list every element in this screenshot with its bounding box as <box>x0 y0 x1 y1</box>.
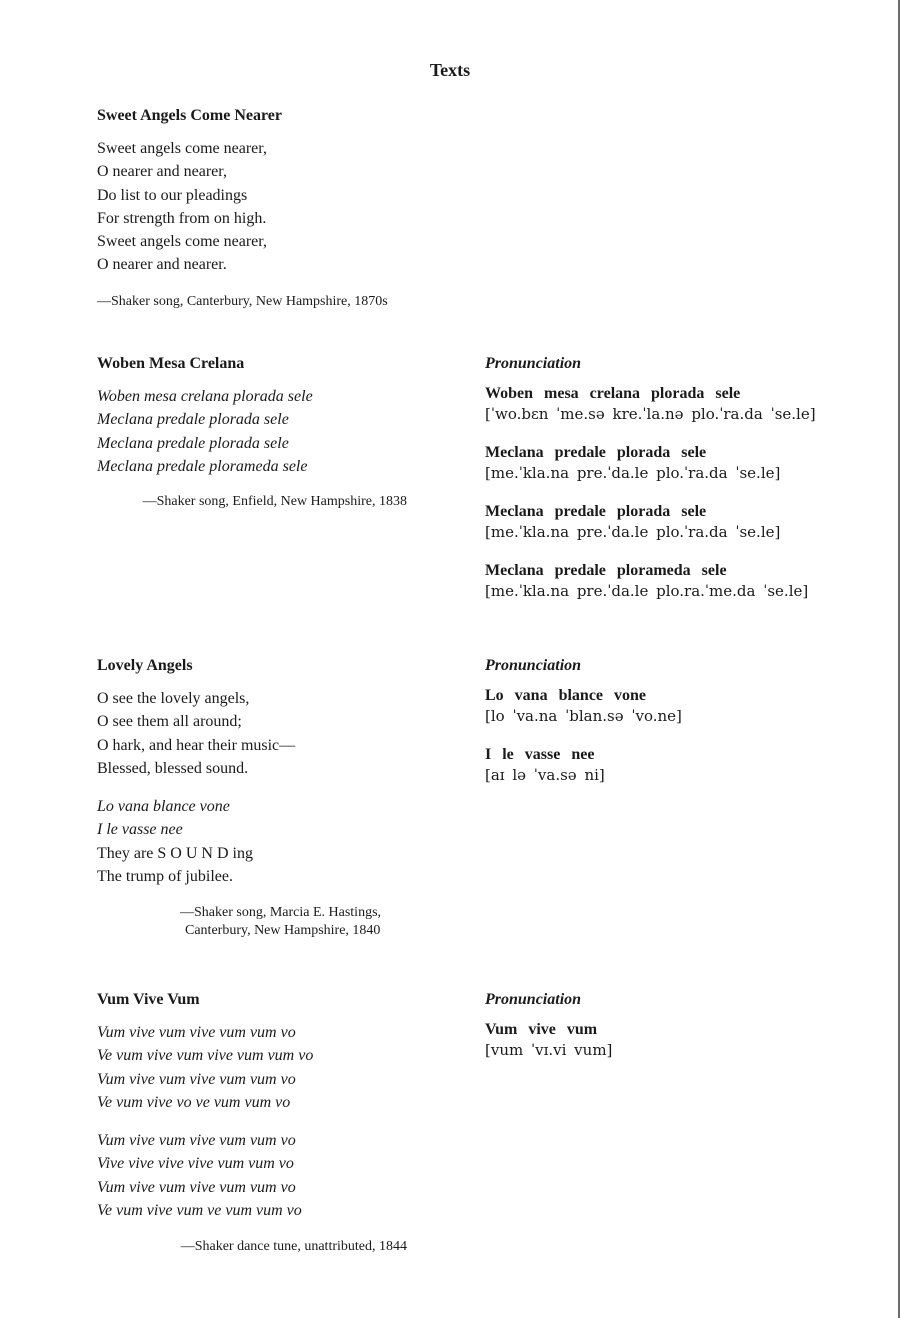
lyric-line: Meclana predale plorada sele <box>97 411 289 429</box>
stanza <box>97 137 477 277</box>
lyric-line: Blessed, blessed sound. <box>97 759 249 777</box>
pronunciation-words: Meclana predale plorada sele <box>485 503 707 520</box>
pronunciation-entry <box>485 383 825 425</box>
pronunciation-words: Meclana predale plorada sele <box>485 444 707 461</box>
pronunciation-ipa: [aɪ lə ˈva.sə ni] <box>485 766 605 784</box>
attribution <box>97 904 407 940</box>
lyric-line: O nearer and nearer. <box>97 256 227 274</box>
pronunciation-ipa: [vum ˈvɪ.vi vum] <box>485 1041 613 1059</box>
pronunciation-ipa: [me.ˈkla.na pre.ˈda.le plo.ˈra.da ˈse.le] <box>485 523 781 541</box>
stanza <box>97 1021 407 1114</box>
pronunciation-vum-vive-vum <box>485 990 825 1061</box>
stanza <box>97 385 407 478</box>
attribution-line: Canterbury, New Hampshire, 1840 <box>185 923 381 939</box>
lyric-line: Vum vive vum vive vum vum vo <box>97 1070 296 1088</box>
attribution: —Shaker dance tune, unattributed, 1844 <box>180 1239 407 1255</box>
song-woben-mesa <box>97 354 407 511</box>
lyric-line: Ve vum vive vo ve vum vum vo <box>97 1093 291 1111</box>
lyric-line: O hark, and hear their music— <box>97 736 296 754</box>
lyric-line: O nearer and nearer, <box>97 163 227 181</box>
attribution: —Shaker song, Enfield, New Hampshire, 1838 <box>142 494 407 510</box>
pronunciation-ipa: [me.ˈkla.na pre.ˈda.le plo.ra.ˈme.da ˈse.le] <box>485 582 809 600</box>
lyric-line: I le vasse nee <box>97 821 183 839</box>
lyric-line: Meclana predale plorada sele <box>97 434 289 452</box>
pronunciation-entry <box>485 685 825 727</box>
song-vum-vive-vum <box>97 990 407 1256</box>
lyric-line: Sweet angels come nearer, <box>97 140 267 157</box>
lyric-line: Ve vum vive vum vive vum vum vo <box>97 1047 314 1065</box>
song-title: Sweet Angels Come Nearer <box>97 107 282 124</box>
pronunciation-entry <box>485 442 825 484</box>
pronunciation-entry <box>485 560 825 602</box>
stanza <box>97 687 407 780</box>
lyric-line: O see them all around; <box>97 713 242 731</box>
pronunciation-entry <box>485 744 825 786</box>
lyric-line: Woben mesa crelana plorada sele <box>97 388 313 405</box>
pronunciation-ipa: [ˈwo.bɛn ˈme.sə kre.ˈla.nə plo.ˈra.da ˈse.le] <box>485 405 816 423</box>
attribution-line: —Shaker song, Marcia E. Hastings, <box>180 905 382 921</box>
song-title: Vum Vive Vum <box>97 991 200 1008</box>
pronunciation-heading: Pronunciation <box>485 355 582 372</box>
lyric-line: Vum vive vum vive vum vum vo <box>97 1024 296 1041</box>
pronunciation-words: I le vasse nee <box>485 746 595 763</box>
lyric-line: Sweet angels come nearer, <box>97 233 267 251</box>
pronunciation-woben-mesa <box>485 354 825 602</box>
pronunciation-heading: Pronunciation <box>485 657 582 674</box>
pronunciation-heading: Pronunciation <box>485 991 582 1008</box>
lyric-line: For strength from on high. <box>97 209 267 227</box>
pronunciation-words: Woben mesa crelana plorada sele <box>485 385 741 402</box>
lyric-line: Lo vana blance vone <box>97 798 230 816</box>
pronunciation-words: Meclana predale plorameda sele <box>485 562 727 579</box>
song-title: Woben Mesa Crelana <box>97 355 245 372</box>
lyric-line: Ve vum vive vum ve vum vum vo <box>97 1202 302 1220</box>
lyric-line: The trump of jubilee. <box>97 868 233 886</box>
song-title: Lovely Angels <box>97 657 193 674</box>
lyric-line: O see the lovely angels, <box>97 690 250 707</box>
lyric-line: Do list to our pleadings <box>97 186 248 204</box>
pronunciation-entry <box>485 1019 825 1061</box>
lyric-line: Meclana predale plorameda sele <box>97 457 308 475</box>
stanza <box>97 795 407 888</box>
lyric-line: Vum vive vum vive vum vum vo <box>97 1178 296 1196</box>
stanza <box>97 1129 407 1222</box>
pronunciation-words: Vum vive vum <box>485 1021 598 1038</box>
pronunciation-ipa: [lo ˈva.na ˈblan.sə ˈvo.ne] <box>485 707 682 725</box>
attribution: —Shaker song, Canterbury, New Hampshire, 1870s <box>97 293 388 309</box>
pronunciation-lovely-angels <box>485 656 825 786</box>
lyric-line: Vum vive vum vive vum vum vo <box>97 1132 296 1150</box>
page-title: Texts <box>429 60 471 80</box>
lyric-line: They are S O U N D ing <box>97 844 253 862</box>
pronunciation-ipa: [me.ˈkla.na pre.ˈda.le plo.ˈra.da ˈse.le] <box>485 464 781 482</box>
song-lovely-angels <box>97 656 407 940</box>
song-sweet-angels <box>97 106 477 311</box>
pronunciation-words: Lo vana blance vone <box>485 687 647 704</box>
lyric-line: Vive vive vive vive vum vum vo <box>97 1155 294 1173</box>
pronunciation-entry <box>485 501 825 543</box>
